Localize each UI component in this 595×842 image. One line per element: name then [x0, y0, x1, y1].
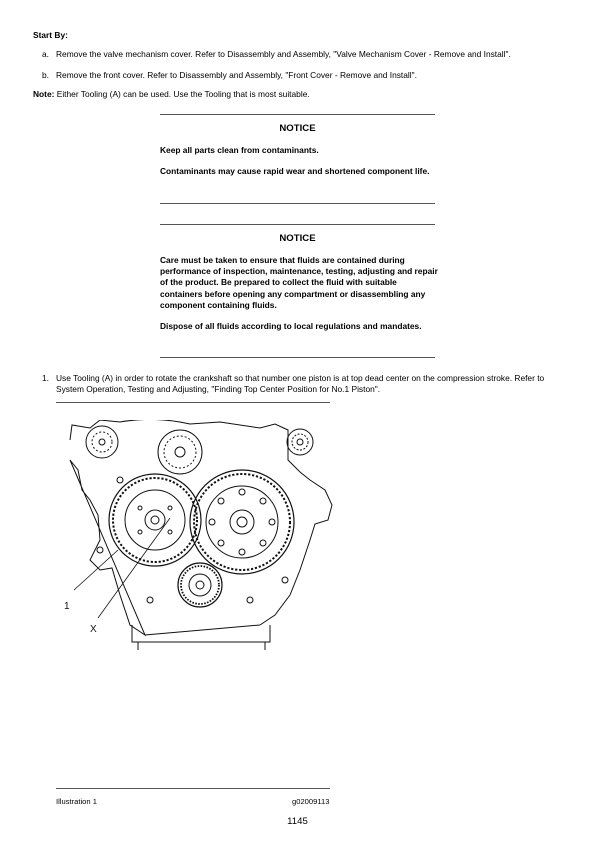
start-by-heading: Start By: — [33, 30, 68, 40]
upper-left-gear — [86, 426, 118, 458]
callout-x-label: X — [90, 624, 97, 635]
note-line — [33, 89, 310, 99]
upper-right-gear — [287, 429, 313, 455]
caption-rule — [56, 788, 330, 789]
start-by-marker-b: b. — [42, 70, 49, 80]
illustration-code: g02009113 — [292, 797, 330, 806]
notice-2-bottom-rule — [160, 357, 435, 358]
notice-1-bottom-rule — [160, 203, 435, 204]
note-label: Note: — [33, 89, 55, 99]
notice-2-paragraph-1: Care must be taken to ensure that fluids are contained during performance of inspection, maintenance, testing, adjusting and repair of the product. Be prepared to collect the fluid with suitable containers before opening any compartment or disassembling any component containing fluids. — [160, 255, 438, 310]
illustration-caption: Illustration 1 — [56, 797, 97, 806]
note-text: Either Tooling (A) can be used. Use the Tooling that is most suitable. — [56, 89, 310, 99]
notice-1-title: NOTICE — [279, 123, 316, 134]
notice-2-paragraph-2: Dispose of all fluids according to local regulations and mandates. — [160, 321, 422, 331]
left-large-gear — [109, 474, 201, 566]
lower-crank-gear — [178, 563, 222, 607]
step-1-rule — [56, 402, 330, 403]
notice-1-paragraph-1: Keep all parts clean from contaminants. — [160, 145, 319, 155]
upper-center-gear — [158, 430, 202, 474]
step-1-marker: 1. — [42, 373, 49, 383]
notice-2-top-rule — [160, 224, 435, 225]
step-1-text: Use Tooling (A) in order to rotate the crankshaft so that number one piston is at top dead center on the compression stroke. Refer to System Operation, Testing and Adjusting, "Finding Top Center Position for No.1 Piston". — [56, 373, 545, 394]
notice-1-top-rule — [160, 114, 435, 115]
engine-gear-train-illustration — [60, 420, 335, 650]
notice-2-title: NOTICE — [279, 233, 316, 244]
right-large-gear — [190, 470, 294, 574]
notice-1-paragraph-2: Contaminants may cause rapid wear and shortened component life. — [160, 166, 430, 176]
page-number: 1145 — [287, 816, 308, 827]
callout-1-label: 1 — [64, 601, 70, 612]
start-by-marker-a: a. — [42, 49, 49, 59]
callout-1-leader — [74, 550, 118, 590]
callout-x-leader — [98, 518, 170, 618]
start-by-item-b: Remove the front cover. Refer to Disassembly and Assembly, "Front Cover - Remove and Install". — [56, 70, 417, 80]
start-by-item-a: Remove the valve mechanism cover. Refer to Disassembly and Assembly, "Valve Mechanism Cover - Remove and Install". — [56, 49, 511, 59]
